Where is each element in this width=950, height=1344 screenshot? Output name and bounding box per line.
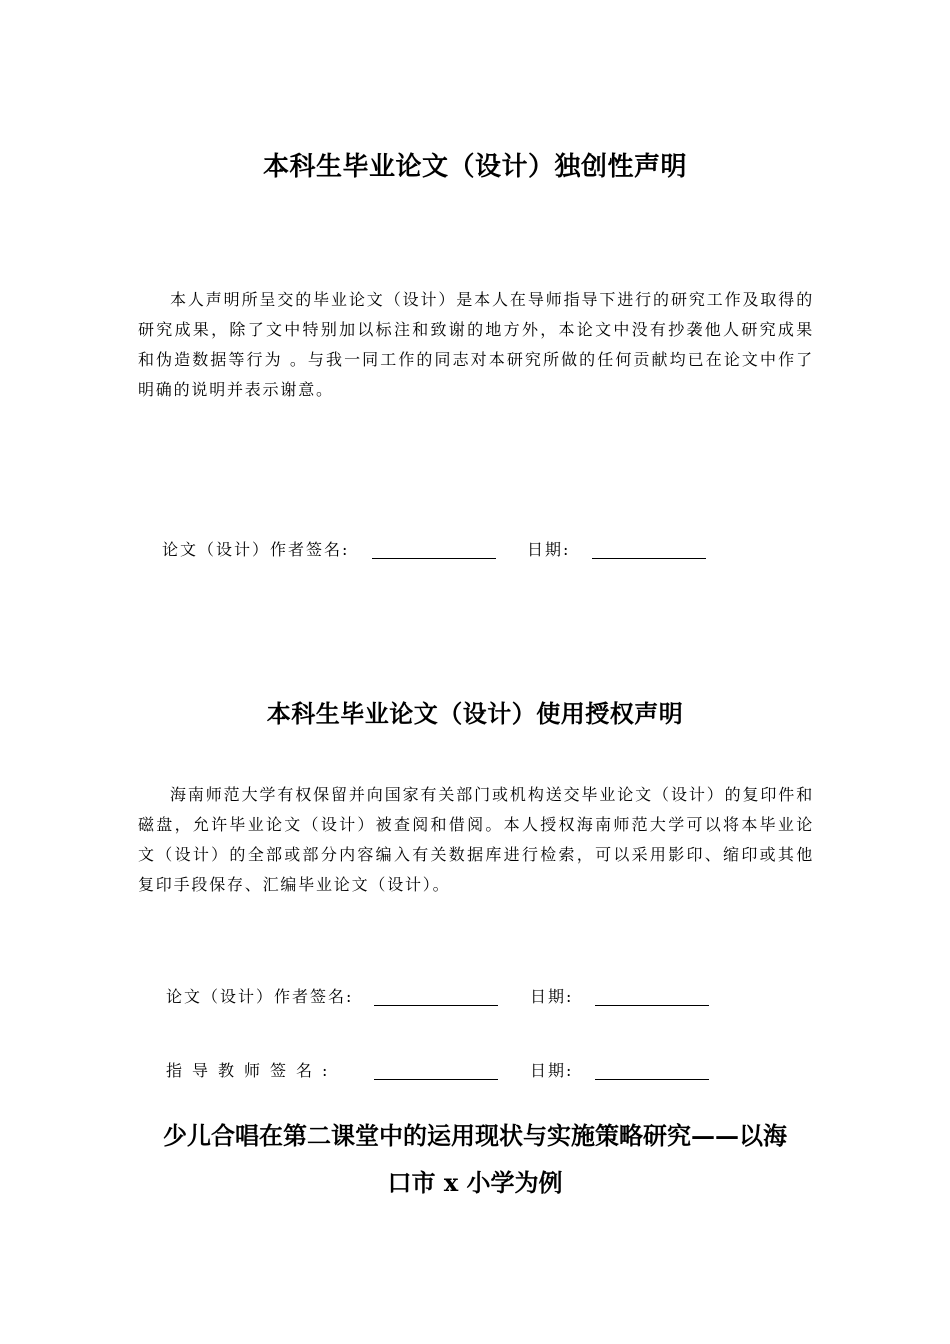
originality-body: 本人声明所呈交的毕业论文（设计）是本人在导师指导下进行的研究工作及取得的研究成果，除了文中特别加以标注和致谢的地方外，本论文中没有抄袭他人研究成果和伪造数据等行为 。与我一同工作的同志对本研究所做的任何贡献均已在论文中作了明确的说明并表示谢意。 xyxy=(138,290,814,399)
authorization-title: 本科生毕业论文（设计）使用授权声明 xyxy=(266,699,684,728)
authorization-author-signature-row xyxy=(166,985,726,1009)
originality-title: 本科生毕业论文（设计）独创性声明 xyxy=(262,152,687,182)
author-date-label: 日期: xyxy=(530,987,574,1006)
thesis-title-line2: 口市 x 小学为例 xyxy=(387,1168,563,1197)
originality-signature-row xyxy=(162,538,722,562)
date-label: 日期: xyxy=(527,540,571,559)
thesis-title-line1: 少儿合唱在第二课堂中的运用现状与实施策略研究——以海 xyxy=(163,1121,787,1150)
author-signature-label: 论文（设计）作者签名: xyxy=(166,987,354,1006)
advisor-date-label: 日期: xyxy=(530,1061,574,1080)
author-signature-label: 论文（设计）作者签名: xyxy=(162,540,350,559)
author-date-line[interactable] xyxy=(595,1005,709,1006)
advisor-signature-label: 指导教师签名: xyxy=(166,1061,338,1080)
advisor-signature-line[interactable] xyxy=(374,1079,498,1080)
date-line[interactable] xyxy=(592,558,706,559)
author-signature-line[interactable] xyxy=(374,1005,498,1006)
authorization-advisor-signature-row xyxy=(166,1059,726,1083)
advisor-date-line[interactable] xyxy=(595,1079,709,1080)
author-signature-line[interactable] xyxy=(372,558,496,559)
authorization-body: 海南师范大学有权保留并向国家有关部门或机构送交毕业论文（设计）的复印件和磁盘，允许毕业论文（设计）被查阅和借阅。本人授权海南师范大学可以将本毕业论文（设计）的全部或部分内容编入有关数据库进行检索，可以采用影印、缩印或其他复印手段保存、汇编毕业论文（设计）。 xyxy=(138,785,814,894)
